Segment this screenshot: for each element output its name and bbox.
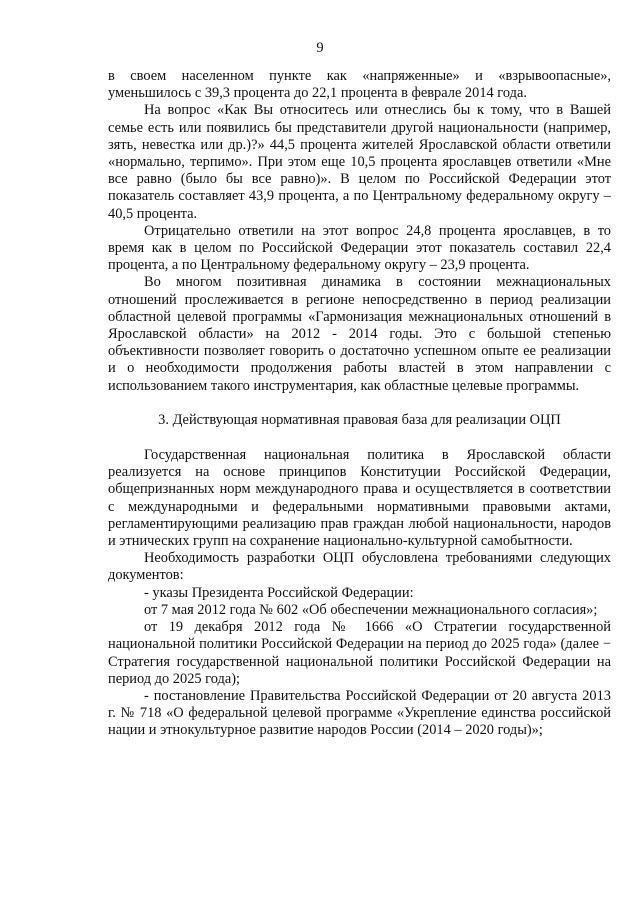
list-item-government-resolution-718: - постановление Правительства Российской Федерации от 20 августа 2013 г. № 718 «О федеральной целевой программе «Укрепление единства российской нации и этнокультурное развитие народов России (2014 – 2020 годы)»; — [108, 687, 611, 739]
paragraph-negative-answers: Отрицательно ответили на этот вопрос 24,8 процента ярославцев, в то время как в целом по Российской Федерации этот показатель составил 22,4 процента, а по Центральному федеральному округу – 23,9 процента. — [108, 222, 611, 274]
paragraph-state-policy: Государственная национальная политика в Ярославской области реализуется на основе принципов Конституции Российской Федерации, общепризнанных норм международного права и осуществляется в соответствии с международными и федеральными нормативными правовыми актами, регламентирующими реализацию прав граждан любой национальности, народов и этнических групп на сохранение национально-культурной самобытности. — [108, 447, 611, 550]
document-body — [108, 68, 611, 740]
paragraph-positive-dynamics: Во многом позитивная динамика в состоянии межнациональных отношений прослеживается в регионе непосредственно в период реализации областной целевой программы «Гармонизация межнациональных отношений в Ярославской области» на 2012 - 2014 годы. Это с большой степенью объективности позволяет говорить о достаточно успешном опыте ее реализации и о необходимости продолжения работы властей в этом направлении с использованием такого инструментария, как областные целевые программы. — [108, 274, 611, 394]
paragraph-survey-question: На вопрос «Как Вы относитесь или отнеслись бы к тому, что в Вашей семье есть или появились бы представители другой национальности (например, зять, невестка или др.)?» 44,5 процента жителей Ярославской области ответили «нормально, терпимо». При этом еще 10,5 процента ярославцев ответили «Мне все равно (было бы все равно)». В целом по Российской Федерации этот показатель составляет 43,9 процента, а по Центральному федеральному округу – 40,5 процента. — [108, 102, 611, 222]
list-item-presidential-decrees: - указы Президента Российской Федерации: — [144, 584, 414, 601]
paragraph-continuation: в своем населенном пункте как «напряженные» и «взрывоопасные», уменьшилось с 39,3 процента до 22,1 процента в феврале 2014 года. — [108, 68, 611, 102]
list-item-decree-1666: от 19 декабря 2012 года № 1666 «О Стратегии государственной национальной политики Российской Федерации на период до 2025 года» (далее − Стратегия государственной национальной политики Российской Федерации на период до 2025 года); — [108, 619, 611, 687]
page-number: 9 — [316, 40, 324, 56]
paragraph-necessity: Необходимость разработки ОЦП обусловлена требованиями следующих документов: — [108, 550, 611, 584]
section-heading: 3. Действующая нормативная правовая база для реализации ОЦП — [158, 411, 561, 428]
list-item-decree-602: от 7 мая 2012 года № 602 «Об обеспечении межнационального согласия»; — [144, 601, 598, 618]
